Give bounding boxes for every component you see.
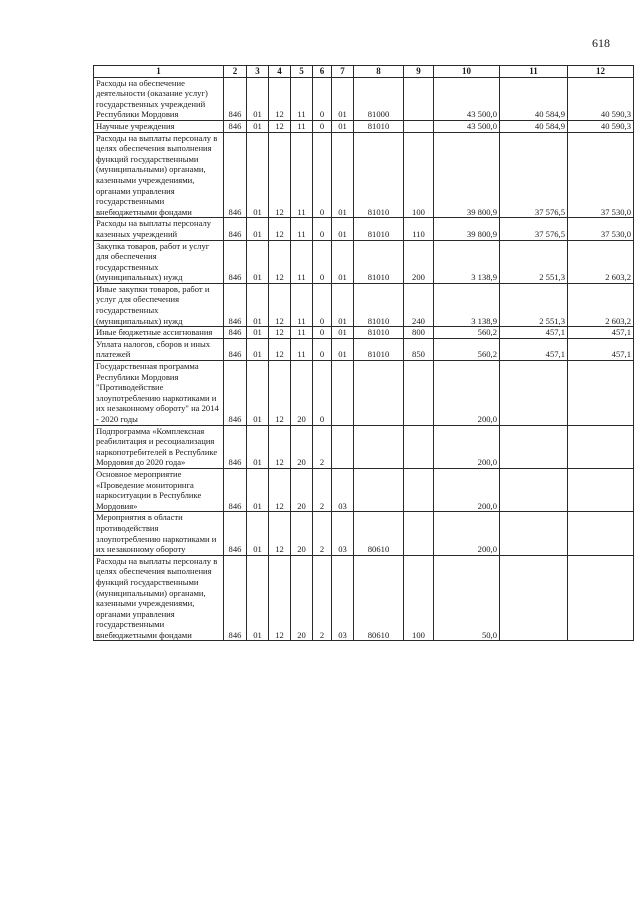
subsection-code: 12 [269,338,291,360]
amount-year-3: 37 530,0 [568,218,634,240]
section-code: 01 [247,512,269,555]
amount-year-1: 560,2 [434,327,500,339]
expense-type-code [404,468,434,511]
amount-year-3: 457,1 [568,338,634,360]
row-name: Закупка товаров, работ и услуг для обеспечения государственных (муниципальных) нужд [94,240,224,283]
amount-year-2 [500,361,568,426]
subprogram-code: 0 [313,132,332,218]
event-code [332,425,354,468]
direction-code: 81010 [354,132,404,218]
event-code: 01 [332,327,354,339]
program-code: 11 [291,218,313,240]
row-name: Основное мероприятие «Проведение мониторинга наркоситуации в Республике Мордовия» [94,468,224,511]
expense-type-code: 100 [404,132,434,218]
amount-year-2: 40 584,9 [500,120,568,132]
subsection-code: 12 [269,240,291,283]
expense-type-code: 110 [404,218,434,240]
column-header: 10 [434,66,500,78]
table-row [94,338,634,360]
subprogram-code: 2 [313,468,332,511]
column-header: 3 [247,66,269,78]
header-row [94,66,634,78]
column-header: 6 [313,66,332,78]
subsection-code: 12 [269,218,291,240]
chapter-code: 846 [224,425,247,468]
program-code: 11 [291,120,313,132]
amount-year-2 [500,512,568,555]
chapter-code: 846 [224,132,247,218]
column-header: 4 [269,66,291,78]
event-code: 01 [332,132,354,218]
subprogram-code: 0 [313,218,332,240]
column-header: 11 [500,66,568,78]
subsection-code: 12 [269,425,291,468]
subsection-code: 12 [269,327,291,339]
program-code: 11 [291,327,313,339]
chapter-code: 846 [224,468,247,511]
expense-type-code [404,361,434,426]
section-code: 01 [247,120,269,132]
subprogram-code: 0 [313,338,332,360]
row-name: Расходы на выплаты персоналу казенных учреждений [94,218,224,240]
chapter-code: 846 [224,120,247,132]
amount-year-2: 457,1 [500,327,568,339]
row-name: Расходы на выплаты персоналу в целях обеспечения выполнения функций государственными (муниципальными) органами, казенными учреждениями, органами управления государственными внебюджетными фондами [94,132,224,218]
section-code: 01 [247,132,269,218]
program-code: 20 [291,555,313,641]
table-row [94,361,634,426]
subsection-code: 12 [269,361,291,426]
page-number: 618 [592,36,610,50]
program-code: 11 [291,283,313,326]
direction-code: 81010 [354,283,404,326]
direction-code: 81010 [354,240,404,283]
row-name: Иные закупки товаров, работ и услуг для обеспечения государственных (муниципальных) нужд [94,283,224,326]
event-code: 03 [332,555,354,641]
expense-type-code [404,120,434,132]
column-header: 12 [568,66,634,78]
direction-code: 80610 [354,555,404,641]
event-code: 01 [332,77,354,120]
amount-year-3 [568,468,634,511]
section-code: 01 [247,240,269,283]
table-row [94,283,634,326]
row-name: Мероприятия в области противодействия злоупотреблению наркотиками и их незаконному обороту [94,512,224,555]
program-code: 20 [291,425,313,468]
direction-code [354,468,404,511]
column-header: 7 [332,66,354,78]
direction-code: 80610 [354,512,404,555]
amount-year-2: 37 576,5 [500,132,568,218]
program-code: 11 [291,132,313,218]
table-row [94,132,634,218]
amount-year-1: 43 500,0 [434,120,500,132]
table-row [94,120,634,132]
section-code: 01 [247,77,269,120]
program-code: 11 [291,77,313,120]
program-code: 11 [291,240,313,283]
program-code: 20 [291,468,313,511]
amount-year-3 [568,555,634,641]
expense-type-code [404,77,434,120]
subprogram-code: 0 [313,77,332,120]
direction-code: 81010 [354,327,404,339]
expense-type-code: 100 [404,555,434,641]
chapter-code: 846 [224,240,247,283]
section-code: 01 [247,283,269,326]
column-header: 9 [404,66,434,78]
amount-year-1: 200,0 [434,512,500,555]
event-code: 03 [332,468,354,511]
direction-code [354,361,404,426]
event-code: 01 [332,240,354,283]
row-name: Подпрограмма «Комплексная реабилитация и ресоциализация наркопотребителей в Республике Мордовия до 2020 года» [94,425,224,468]
direction-code: 81010 [354,218,404,240]
amount-year-3 [568,361,634,426]
section-code: 01 [247,425,269,468]
program-code: 11 [291,338,313,360]
expense-type-code: 800 [404,327,434,339]
subprogram-code: 2 [313,425,332,468]
section-code: 01 [247,327,269,339]
event-code: 03 [332,512,354,555]
amount-year-1: 3 138,9 [434,283,500,326]
chapter-code: 846 [224,512,247,555]
amount-year-2: 37 576,5 [500,218,568,240]
table-row [94,425,634,468]
subprogram-code: 0 [313,120,332,132]
amount-year-1: 3 138,9 [434,240,500,283]
table-row [94,77,634,120]
expense-type-code: 240 [404,283,434,326]
column-header: 8 [354,66,404,78]
amount-year-1: 50,0 [434,555,500,641]
amount-year-3: 2 603,2 [568,240,634,283]
direction-code [354,425,404,468]
row-name: Научные учреждения [94,120,224,132]
subprogram-code: 0 [313,283,332,326]
row-name: Иные бюджетные ассигнования [94,327,224,339]
amount-year-2: 2 551,3 [500,240,568,283]
amount-year-1: 43 500,0 [434,77,500,120]
budget-table [93,65,634,641]
expense-type-code: 850 [404,338,434,360]
amount-year-2 [500,425,568,468]
amount-year-2 [500,555,568,641]
amount-year-3 [568,425,634,468]
amount-year-3: 40 590,3 [568,77,634,120]
table-body [94,77,634,641]
event-code: 01 [332,218,354,240]
direction-code: 81010 [354,338,404,360]
table-row [94,512,634,555]
amount-year-3: 2 603,2 [568,283,634,326]
subsection-code: 12 [269,132,291,218]
amount-year-3: 457,1 [568,327,634,339]
direction-code: 81010 [354,120,404,132]
expense-type-code: 200 [404,240,434,283]
section-code: 01 [247,555,269,641]
subprogram-code: 2 [313,512,332,555]
amount-year-3: 37 530,0 [568,132,634,218]
chapter-code: 846 [224,555,247,641]
chapter-code: 846 [224,338,247,360]
row-name: Государственная программа Республики Мордовия "Противодействие злоупотреблению наркотиками и их незаконному обороту" на 2014 - 2020 годы [94,361,224,426]
subprogram-code: 0 [313,240,332,283]
subsection-code: 12 [269,512,291,555]
expense-type-code [404,425,434,468]
subprogram-code: 2 [313,555,332,641]
amount-year-1: 200,0 [434,468,500,511]
amount-year-2: 40 584,9 [500,77,568,120]
event-code: 01 [332,120,354,132]
subprogram-code: 0 [313,361,332,426]
amount-year-2: 2 551,3 [500,283,568,326]
direction-code: 81000 [354,77,404,120]
table-row [94,327,634,339]
section-code: 01 [247,338,269,360]
event-code: 01 [332,338,354,360]
table-row [94,240,634,283]
subprogram-code: 0 [313,327,332,339]
expense-type-code [404,512,434,555]
section-code: 01 [247,218,269,240]
amount-year-2: 457,1 [500,338,568,360]
chapter-code: 846 [224,283,247,326]
subsection-code: 12 [269,120,291,132]
row-name: Расходы на выплаты персоналу в целях обеспечения выполнения функций государственными (муниципальными) органами, казенными учреждениями, органами управления государственными внебюджетными фондами [94,555,224,641]
amount-year-1: 560,2 [434,338,500,360]
event-code [332,361,354,426]
amount-year-1: 200,0 [434,361,500,426]
subsection-code: 12 [269,555,291,641]
row-name: Расходы на обеспечение деятельности (оказание услуг) государственных учреждений Республики Мордовия [94,77,224,120]
section-code: 01 [247,468,269,511]
chapter-code: 846 [224,327,247,339]
row-name: Уплата налогов, сборов и иных платежей [94,338,224,360]
column-header: 5 [291,66,313,78]
table-row [94,555,634,641]
amount-year-1: 200,0 [434,425,500,468]
table-row [94,218,634,240]
amount-year-1: 39 800,9 [434,218,500,240]
subsection-code: 12 [269,468,291,511]
chapter-code: 846 [224,218,247,240]
chapter-code: 846 [224,361,247,426]
section-code: 01 [247,361,269,426]
subsection-code: 12 [269,77,291,120]
program-code: 20 [291,512,313,555]
table-row [94,468,634,511]
amount-year-3 [568,512,634,555]
subsection-code: 12 [269,283,291,326]
amount-year-3: 40 590,3 [568,120,634,132]
chapter-code: 846 [224,77,247,120]
event-code: 01 [332,283,354,326]
column-header: 1 [94,66,224,78]
column-header: 2 [224,66,247,78]
amount-year-1: 39 800,9 [434,132,500,218]
program-code: 20 [291,361,313,426]
amount-year-2 [500,468,568,511]
